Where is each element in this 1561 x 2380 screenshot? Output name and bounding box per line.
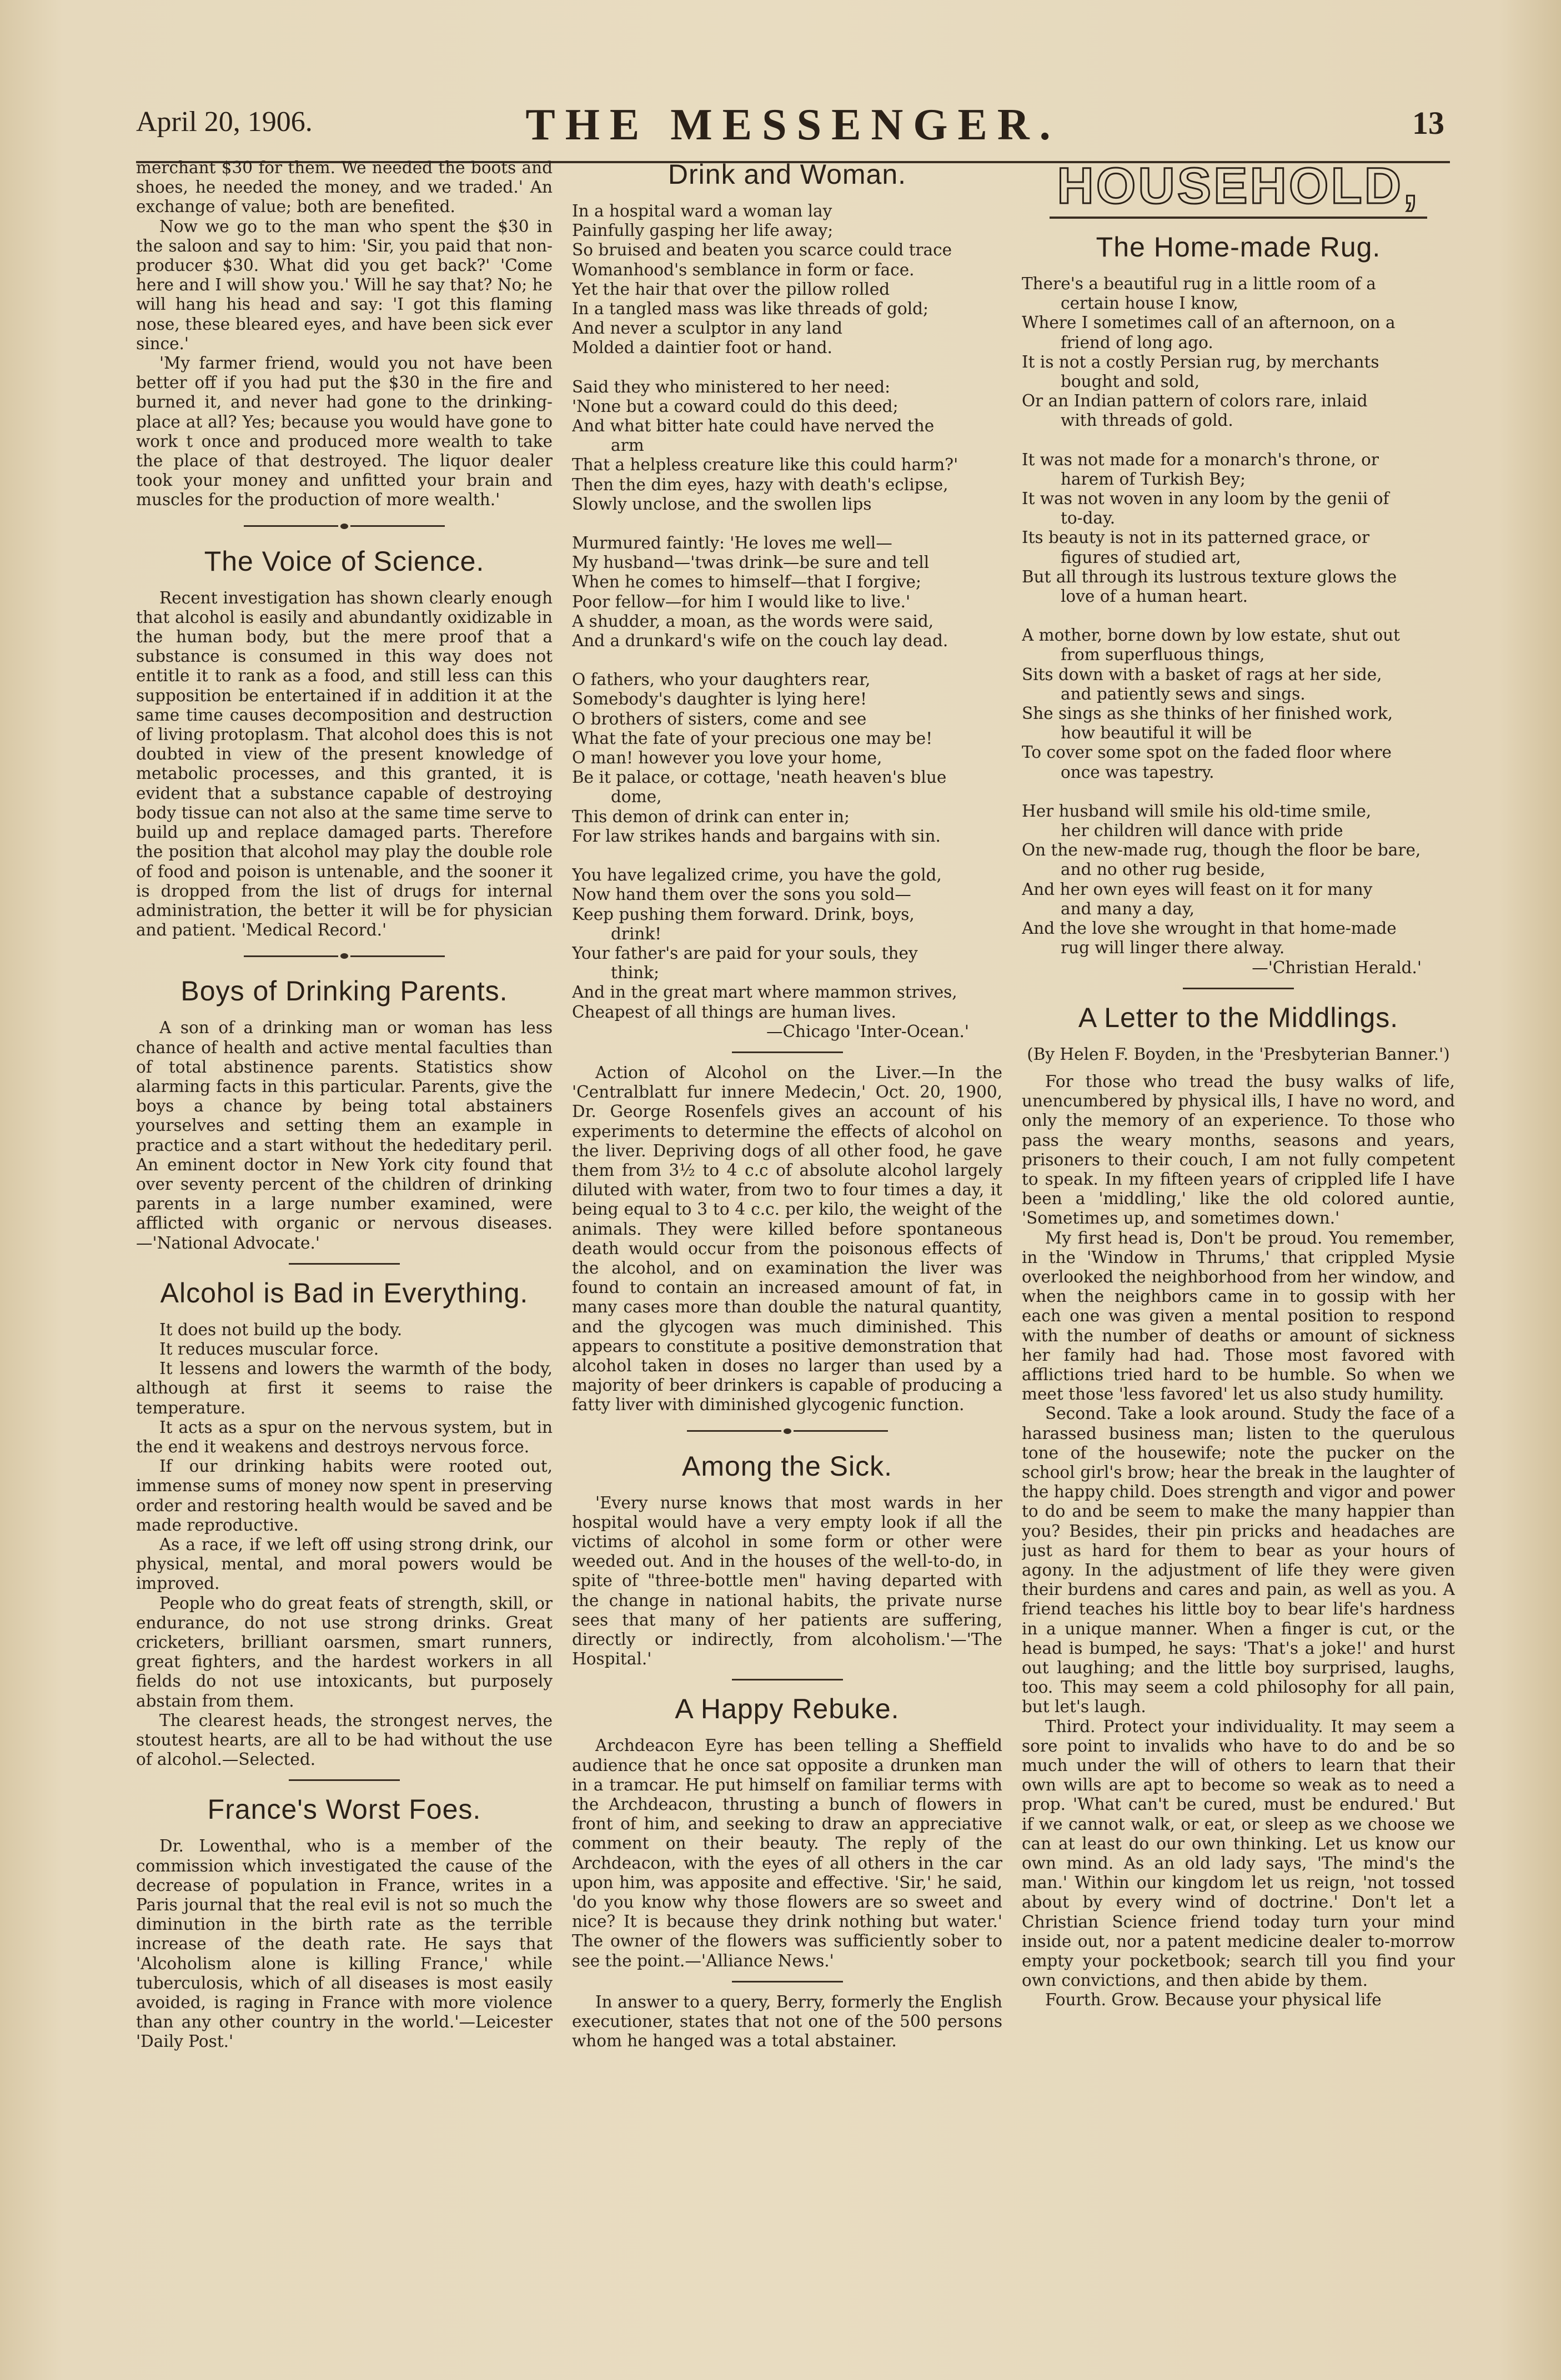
section-divider [136, 949, 553, 963]
article-paragraph: It lessens and lowers the warmth of the body, although at first it seems to raise the temperature. [136, 1359, 553, 1417]
poem-line: Painfully gasping her life away; [572, 221, 834, 240]
section-divider [732, 1051, 843, 1053]
poem-line: What the fate of your precious one may be! [572, 728, 933, 748]
poem-line: and many a day, [1061, 899, 1195, 918]
article-paragraph: Fourth. Grow. Because your physical life [1045, 1990, 1382, 2010]
poem-line: Be it palace, or cottage, 'neath heaven's blue [572, 768, 947, 787]
poem-line: It was not made for a monarch's throne, or [1022, 450, 1379, 469]
poem-line: her children will dance with pride [1061, 821, 1343, 841]
poem-line: Said they who ministered to her need: [572, 377, 891, 396]
poem-line: On the new-made rug, though the floor be bare, [1022, 841, 1421, 860]
article-paragraph: My first head is, Don't be proud. You remember, in the 'Window in Thrums,' that crippled Mysie overlooked the neighborhood from her window, and when the neighbors came in to gossip with her each one was given a mental position to respond with the number of deaths or amount of sickness her family had had. Those most favored with afflictions tried hard to be humble. So when we meet those 'less favored' let us also study humility. [1022, 1228, 1455, 1404]
article-paragraph: The clearest heads, the strongest nerves, the stoutest hearts, are all to be had without the use of alcohol.—Selected. [136, 1710, 553, 1769]
poem-line: Somebody's daughter is lying here! [572, 690, 867, 709]
poem-line: Yet the hair that over the pillow rolled [572, 279, 890, 299]
article-paragraph: A son of a drinking man or woman has less chance of health and active mental faculties than of total abstinence parents. Statistics show alarming facts in this particular. Parents, give the boys a chance by being total abstainers yourselves and setting them an example in practice and a start without the hededitary peril. An eminent doctor in New York city found that over seventy percent of the children of drinking parents in a large number examined, were afflicted with organic or nervous diseases.—'National Advocate.' [136, 1018, 553, 1252]
poem-line: It was not woven in any loom by the genii of [1022, 489, 1389, 509]
article-paragraph: It acts as a spur on the nervous system, but in the end it weakens and destroys nervous force. [136, 1417, 553, 1456]
section-divider [732, 1679, 843, 1680]
article-paragraph: 'Every nurse knows that most wards in her hospital would have a very empty look if all the victims of alcohol in some form or other were weeded out. And in the houses of the well-to-do, in spite of "three-bottle men" having departed with the change in national habits, the private nurse sees that many of her patients are suffering, directly or indirectly, from alcoholism.'—'The Hospital.' [572, 1493, 1002, 1669]
section-title-letter: A Letter to the Middlings. [1078, 1002, 1399, 1033]
poem-line: with threads of gold. [1061, 411, 1233, 430]
article-paragraph: Third. Protect your individuality. It may seem a sore point to invalids who have to do and be so much under the will of others to learn that their own wills are apt to become so weak as to need a prop. 'What can't be cured, must be endured.' But if we cannot walk, or eat, or sleep as we choose we can at least do our own thinking. Let us know our own mind. As an old lady says, 'The mind's the man.' Within our kingdom let us reign, 'not tossed about by every wind of doctrine.' Don't let a Christian Science friend today turn your mind inside out, nor a patent medicine dealer to-morrow empty your pocketbook; search till you find your own convictions, and then abide by them. [1022, 1717, 1455, 1990]
article-paragraph: Now we go to the man who spent the $30 in the saloon and say to him: 'Sir, you paid that non-producer $30. What did you get back?' 'Come here and I will show you.' Will he say that? No; he will hang his head and say: 'I got this flaming nose, these bleared eyes, and have been sick ever since.' [136, 217, 553, 353]
section-title-rebuke: A Happy Rebuke. [675, 1693, 900, 1725]
section-divider [289, 1263, 400, 1265]
poem-line: But all through its lustrous texture glows the [1022, 567, 1397, 586]
household-banner [1050, 158, 1427, 219]
poem-line: Keep pushing them forward. Drink, boys, [572, 904, 915, 924]
article-paragraph: In answer to a query, Berry, formerly the English executioner, states that not one of the 500 persons whom he hanged was a total abstainer. [572, 1992, 1002, 2051]
poem-line: O man! however you love your home, [572, 748, 882, 768]
article-paragraph: If our drinking habits were rooted out, immense sums of money now spent in preserving order and restoring health would be saved and be made reproductive. [136, 1457, 553, 1534]
header-date: April 20, 1906. [136, 106, 313, 138]
poem-line: how beautiful it will be [1061, 723, 1252, 743]
poem-citation: —Chicago 'Inter-Ocean.' [766, 1022, 969, 1041]
poem-line: dome, [611, 787, 662, 807]
poem-line: This demon of drink can enter in; [572, 807, 850, 826]
poem-line: Womanhood's semblance in form or face. [572, 260, 915, 279]
poem-line: bought and sold, [1061, 372, 1200, 391]
poem-line: Molded a daintier foot or hand. [572, 338, 832, 358]
poem-line: O brothers of sisters, come and see [572, 709, 867, 728]
article-paragraph: Action of Alcohol on the Liver.—In the 'Centralblatt fur innere Medecin,' Oct. 20, 1900, Dr. George Rosenfels gives an account of his experiments to determine the effects of alcohol on the liver. Depriving dogs of all other food, he gave them from 3½ to 4 c.c of absolute alcohol largely diluted with water, from two to four times a day, it being equal to 3 to 4 c.c. per kilo, the weight of the animals. They were killed before spontaneous death would occur from the poisonous effects of the alcohol, and on examination the liver was found to contain an increased amount of fat, in many cases more than double the natural quantity, and the glycogen was much diminished. This appears to constitute a positive demonstration that alcohol taken in doses no larger than used by a majority of beer drinkers is capable of producing a fatty liver with diminished glycogenic function. [572, 1063, 1002, 1415]
poem-line: Cheapest of all things are human lives. [572, 1002, 896, 1022]
poem-line: And never a sculptor in any land [572, 319, 843, 338]
article-paragraph: People who do great feats of strength, skill, or endurance, do not use strong drinks. Great cricketers, brilliant oarsmen, smart runners, great fighters, and the hardest workers in all fields do not use intoxicants, but purposely abstain from them. [136, 1593, 553, 1710]
section-title-france: France's Worst Foes. [207, 1794, 481, 1825]
poem-line: arm [611, 436, 644, 455]
page-number: 13 [1412, 105, 1444, 141]
page-header [136, 94, 1450, 163]
poem-line: to-day. [1061, 509, 1116, 528]
section-divider [136, 519, 553, 533]
stanza-break [572, 514, 1002, 534]
poem-line: It is not a costly Persian rug, by merchants [1022, 352, 1379, 371]
section-title-science: The Voice of Science. [204, 545, 485, 577]
poem-line: And her own eyes will feast on it for many [1022, 879, 1373, 899]
poem-line: Slowly unclose, and the swollen lips [572, 494, 872, 514]
poem-line: Her husband will smile his old-time smile, [1022, 801, 1372, 821]
poem-line: You have legalized crime, you have the gold, [572, 866, 942, 885]
article-paragraph: Dr. Lowenthal, who is a member of the commission which investigated the cause of the decrease of population in France, writes in a Paris journal that the real evil is not so much the diminution in the birth rate as the terrible increase of the death rate. He says that 'Alcoholism alone is killing France,' while tuberculosis, which of all diseases is most easily avoided, is raging in France with more violence than any other country in the world.'—Leicester 'Daily Post.' [136, 1836, 553, 2051]
poem-line: For law strikes hands and bargains with sin. [572, 826, 941, 846]
section-title-drink-woman: Drink and Woman. [667, 159, 907, 190]
poem-line: My husband—'twas drink—be sure and tell [572, 553, 930, 572]
poem-line: Poor fellow—for him I would like to live.' [572, 592, 911, 611]
section-title-sick: Among the Sick. [681, 1450, 893, 1482]
poem-line: from superfluous things, [1061, 645, 1265, 665]
stanza-break [572, 651, 1002, 670]
article-paragraph: It reduces muscular force. [159, 1339, 379, 1358]
poem-drink-and-woman [572, 202, 1002, 1022]
poem-line: and no other rug beside, [1061, 860, 1266, 879]
stanza-break [1022, 431, 1455, 450]
household-banner-text: HOUSEHOLD, [1057, 158, 1420, 214]
poem-line: and patiently sews and sings. [1061, 684, 1306, 703]
column-1 [136, 158, 553, 2230]
poem-line: Murmured faintly: 'He loves me well— [572, 534, 892, 553]
poem-line: And a drunkard's wife on the couch lay dead. [572, 631, 948, 651]
poem-line: figures of studied art, [1061, 547, 1241, 567]
poem-line: Now hand them over the sons you sold— [572, 885, 911, 904]
masthead-title: THE MESSENGER. [525, 100, 1061, 149]
poem-line: think; [611, 963, 660, 983]
poem-line: Where I sometimes call of an afternoon, on a [1022, 313, 1396, 333]
poem-line: rug will linger there alway. [1061, 938, 1285, 958]
poem-line: certain house I know, [1061, 294, 1238, 313]
section-divider [732, 1981, 843, 1983]
column-2 [572, 158, 1002, 2230]
poem-line: To cover some spot on the faded floor where [1022, 743, 1392, 762]
poem-home-made-rug [1022, 274, 1455, 958]
poem-line: A shudder, a moan, as the words were said, [572, 611, 934, 631]
section-divider [289, 1779, 400, 1781]
stanza-break [1022, 782, 1455, 802]
poem-line: drink! [611, 924, 662, 943]
article-paragraph: 'My farmer friend, would you not have been better off if you had put the $30 in the fire and burned it, and never had gone to the drinking-place at all? Yes; because you would have gone to work t once and produced more wealth to take the place of that destroyed. The liquor dealer took your money and unfitted your brain and muscles for the production of more wealth.' [136, 354, 553, 510]
poem-citation: —'Christian Herald.' [1252, 958, 1422, 977]
poem-line: harem of Turkish Bey; [1061, 469, 1246, 489]
poem-line: Sits down with a basket of rags at her side, [1022, 665, 1382, 684]
poem-line: Or an Indian pattern of colors rare, inlaid [1022, 391, 1368, 411]
poem-line: So bruised and beaten you scarce could trace [572, 240, 952, 260]
section-title-rug: The Home-made Rug. [1096, 232, 1381, 263]
article-paragraph: merchant $30 for them. We needed the boots and shoes, he needed the money, and we traded.' An exchange of value; both are benefited. [136, 158, 553, 217]
article-paragraph: For those who tread the busy walks of life, unencumbered by physical ills, I have no word, and only the memory of an experience. To those who pass the weary months, seasons and years, prisoners to their couch, I am not fully competent to speak. In my fifteen years of crippled life I have been a 'middling,' like the old colored auntie, 'Sometimes up, and sometimes down.' [1022, 1071, 1455, 1228]
poem-line: And what bitter hate could have nerved the [572, 416, 935, 436]
stanza-break [1022, 606, 1455, 626]
article-byline: (By Helen F. Boyden, in the 'Presbyterian Banner.') [1027, 1044, 1450, 1064]
poem-line: Then the dim eyes, hazy with death's eclipse, [572, 475, 948, 494]
poem-line: In a tangled mass was like threads of gold; [572, 299, 928, 319]
article-paragraph: Recent investigation has shown clearly enough that alcohol is easily and abundantly oxidizable in the human body, but the mere proof that a substance is consumed in this way does not entitle it to rank as a food, and still less can this supposition be entertained if in addition it at the same time causes decomposition and destruction of living protoplasm. That alcohol does this is not doubted in view of the present knowledge of metabolic processes, and this granted, it is evident that a substance capable of destroying body tissue can not also at the same time serve to build up and replace damaged parts. Therefore the position that alcohol may play the double role of food and poison is untenable, and the sooner it is dropped from the list of drugs for internal administration, the better it will be for physician and patient. 'Medical Record.' [136, 588, 553, 940]
poem-line: She sings as she thinks of her finished work, [1022, 704, 1393, 723]
section-title-bad: Alcohol is Bad in Everything. [160, 1277, 529, 1309]
article-paragraph: It does not build up the body. [159, 1320, 403, 1339]
section-divider [1183, 988, 1294, 989]
article-paragraph: As a race, if we left off using strong drink, our physical, mental, and moral powers would be improved. [136, 1534, 553, 1593]
stanza-break [572, 358, 1002, 378]
poem-line: And in the great mart where mammon strives, [572, 983, 957, 1002]
article-paragraph: Archdeacon Eyre has been telling a Sheffield audience that he once sat opposite a drunken man in a tramcar. He put himself on familiar terms with the Archdeacon, thrusting a bunch of flowers in front of him, and seeking to draw an appreciative comment on their beauty. The reply of the Archdeacon, with the eyes of all others in the car upon him, was apposite and effective. 'Sir,' he said, 'do you know why those flowers are so sweet and nice? It is because they drink nothing but water.' The owner of the flowers was sufficiently sober to see the point.—'Alliance News.' [572, 1736, 1002, 1970]
poem-line: In a hospital ward a woman lay [572, 202, 832, 220]
poem-line: Its beauty is not in its patterned grace, or [1022, 528, 1370, 547]
column-3 [1022, 158, 1455, 2230]
poem-line: And the love she wrought in that home-made [1022, 919, 1397, 938]
section-title-boys: Boys of Drinking Parents. [180, 975, 508, 1007]
poem-line: When he comes to himself—that I forgive; [572, 572, 921, 592]
poem-line: once was tapestry. [1061, 762, 1214, 782]
poem-line: 'None but a coward could do this deed; [572, 396, 899, 416]
article-paragraph: Second. Take a look around. Study the face of a harassed business man; listen to the querulous tone of the housewife; note the pucker on the school girl's brow; hear the break in the laughter of the happy child. Does strength and vigor and power to do and be seem to make the many happier than you? Besides, their pin pricks and headaches are just as hard for them to bear as your hours of agony. In the adjustment of life they were given their burdens and cares and pain, as well as you. A friend teaches his little boy to bear life's hardness in a unique manner. When a finger is cut, or the head is bumped, he says: 'That's a joke!' and hurst out laughing; and the little boy surprised, laughs, too. This may seem a cold philosophy for all pain, but let's laugh. [1022, 1404, 1455, 1717]
section-divider [572, 1424, 1002, 1438]
poem-line: friend of long ago. [1061, 333, 1213, 352]
poem-line: love of a human heart. [1061, 587, 1248, 606]
stanza-break [572, 846, 1002, 866]
poem-line: Your father's are paid for your souls, they [572, 943, 918, 963]
poem-line: There's a beautiful rug in a little room of a [1022, 274, 1376, 293]
poem-line: O fathers, who your daughters rear, [572, 670, 871, 690]
poem-line: A mother, borne down by low estate, shut out [1022, 626, 1401, 645]
poem-line: That a helpless creature like this could harm?' [572, 455, 958, 475]
